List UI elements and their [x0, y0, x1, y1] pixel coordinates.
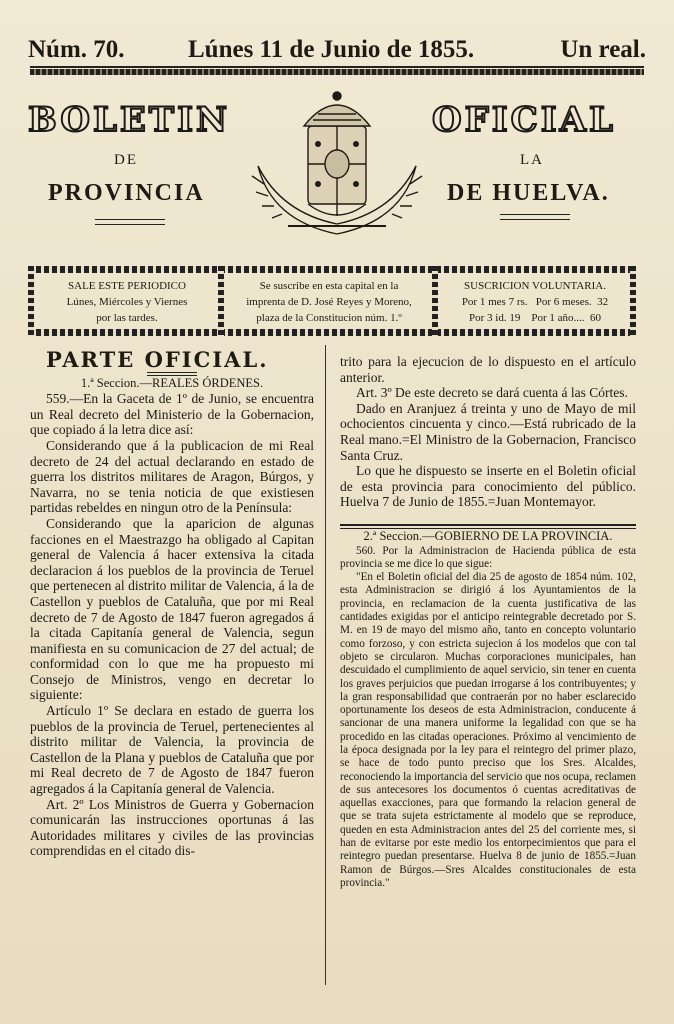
section-2-heading: 2.ª Seccion.—GOBIERNO DE LA PROVINCIA.: [363, 528, 613, 543]
coat-of-arms-icon: [238, 86, 436, 244]
info-middle-line: imprenta de D. José Reyes y Moreno,: [246, 296, 412, 308]
parte-oficial-heading: PARTE OFICIAL.: [46, 347, 269, 372]
left-column: [30, 347, 314, 859]
info-left-line: Lúnes, Miércoles y Viernes: [66, 296, 188, 308]
info-right-line: SUSCRICION VOLUNTARIA.: [464, 280, 606, 292]
info-middle-line: Se suscribe en esta capital en la: [259, 280, 399, 292]
box-border-right: [630, 266, 636, 336]
masthead: [28, 36, 646, 62]
subscription-place: [226, 278, 432, 326]
info-left-line: SALE ESTE PERIODICO: [68, 280, 186, 292]
title-provincia: PROVINCIA: [48, 180, 205, 206]
article-paragraph: Artículo 1º Se declara en estado de guerra los pueblos de la provincia de Teruel, pertenecientes al distrito militar de Valencia, la provincia de Castellon de la Plana y pueblos de Cataluña que por mi Real decreto de 7 de Agosto de 1847 fueron agregados á la Capitanía general de Valencia.: [30, 703, 314, 797]
subscription-box: [28, 266, 636, 336]
title-de-huelva: DE HUELVA.: [447, 180, 610, 206]
notice-paragraph: 560. Por la Administracion de Hacienda pública de esta provincia se me dice lo que sigue:: [340, 544, 636, 570]
box-border-bottom: [28, 329, 636, 336]
right-column: [340, 354, 636, 890]
article-paragraph: Considerando que á la publicacion de mi Real decreto de 24 del actual declarando en estado de guerra los distritos militares de Aragon, Búrgos, y Navarra, no se tenia noticia de que existiesen partidas rebeldes en ningun otro de la Península:: [30, 437, 314, 516]
info-right-line: Por 1 mes 7 rs. Por 6 meses. 32: [461, 296, 609, 308]
title-ornament-right: [500, 214, 570, 220]
info-right-line: Por 3 id. 19 Por 1 año.... 60: [469, 312, 601, 324]
article-paragraph: Art. 3º De este decreto se dará cuenta á las Córtes.: [356, 385, 628, 401]
issue-number: Núm. 70.: [28, 36, 125, 63]
subscription-prices: [440, 278, 630, 326]
article-paragraph: Lo que he dispuesto se inserte en el Boletin oficial de esta provincia para conocimiento del público. Huelva 7 de Junio de 1855.=Juan Montemayor.: [340, 463, 636, 510]
issue-price: Un real.: [560, 36, 646, 63]
article-paragraph: Dado en Aranjuez á treinta y uno de Mayo de mil ochocientos cincuenta y cinco.—Está rubricado de la Real mano.=El Ministro de la Gobernacion, Francisco Santa Cruz.: [340, 400, 636, 463]
article-paragraph: Considerando que la aparicion de algunas facciones en el Maestrazgo ha obligado al Capitan general de Valencia á hacer extensiva la citada declaracion á los pueblos de la provincia de Teruel que pertenecen al distrito militar de Valencia, á la de Castellon y pueblos de Cataluña, que por mi Real decreto de 7 de Agosto de 1847 fueron agregados á la citada Capitanía general de Valencia, segun manifiesta en su comunicacion de 27 del actual; de conformidad con lo que me ha propuesto mi Consejo de Ministros, vengo en decretar lo siguiente:: [30, 515, 314, 703]
box-divider-1: [218, 266, 224, 336]
title-ornament-left: [95, 219, 165, 225]
title-de: DE: [114, 152, 138, 168]
article-paragraph: trito para la ejecucion de lo dispuesto en el artículo anterior.: [340, 354, 636, 385]
masthead-rule: [30, 66, 644, 68]
article-paragraph: Art. 2º Los Ministros de Guerra y Gobernacion comunicarán las instrucciones oportunas á las Autoridades militares y civiles de las provincias comprendidas en el citado dis-: [30, 796, 314, 859]
box-border-left: [28, 266, 34, 336]
masthead-border: [30, 69, 644, 75]
title-boletin: BOLETIN: [28, 100, 231, 140]
publication-days: [38, 278, 216, 326]
box-border-top: [28, 266, 636, 273]
section-1-heading: 1.ª Seccion.—REALES ÓRDENES.: [80, 375, 264, 390]
info-left-line: por las tardes.: [96, 312, 158, 324]
column-divider: [325, 345, 326, 985]
article-paragraph: 559.—En la Gaceta de 1º de Junio, se encuentra un Real decreto del Ministerio de la Gobernacion, que copiado á la letra dice así:: [30, 391, 314, 438]
issue-date: Lúnes 11 de Junio de 1855.: [188, 36, 475, 63]
notice-paragraph: "En el Boletin oficial del dia 25 de agosto de 1854 núm. 102, esta Administracion se dirigió á los Ayuntamientos de la provincia, en reclamacion de la cuenta justificativa de las cantidades exigidas por el anticipo reintegrable decretado por S. M. en 19 de mayo del mismo año, tanto en concepto voluntario como forzoso, y con estricta sujecion á los modelos que con tal objeto se circularon. Muchas corporaciones municipales, han descuidado el cumplimiento de aquel servicio, sin tener en cuenta los graves perjuicios que puedan irrogarse á los contribuyentes; y la gran responsabilidad que contraerán por no haber esclarecido oportunamente los deseos de esta Administracion, conducente á sancionar de una manera uniforme la legalidad con que se ha procedido en las citadas operaciones. Próximo al vencimiento de la época designada por la ley para el reintegro del primer plazo, se hace de todo punto preciso que los Sres. Alcaldes, reconociendo la importancia del servicio que nos ocupa, reclamen de sus antecesores los documentos ó cuentas acreditativas de aquellas exacciones, para que formando la relacion general de que se trata sujeta estrictamente al modelo que se reproduce, queden en esta Administracion antes del 25 del corriente mes, si han de evitarse por este medio los entorpecimientos que para el reintegro puedan presentarse. Huelva 8 de junio de 1855.=Juan Ramon de Búrgos.—Sres Alcaldes constitucionales de esta provincia.": [340, 571, 636, 889]
box-divider-2: [432, 266, 438, 336]
title-oficial: OFICIAL: [432, 100, 616, 140]
info-middle-line: plaza de la Constitucion núm. 1.º: [256, 312, 402, 324]
title-la: LA: [520, 152, 544, 168]
